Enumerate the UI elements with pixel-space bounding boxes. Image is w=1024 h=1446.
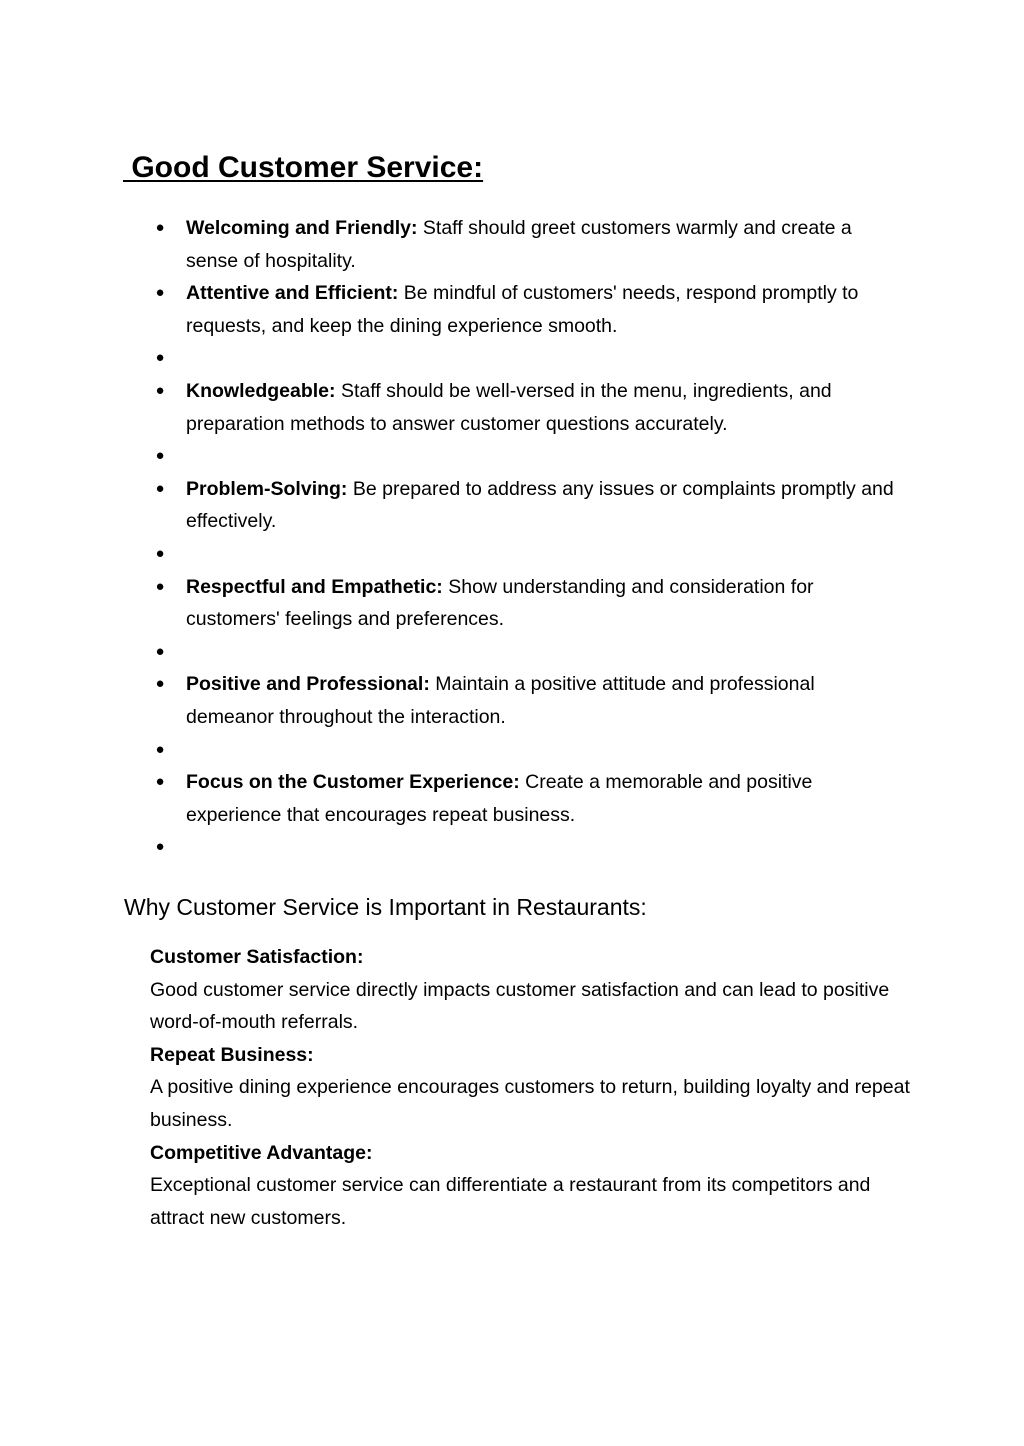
empty-bullet-item: [0, 342, 896, 375]
bullet-item: [0, 277, 896, 342]
empty-bullet-item: [0, 734, 896, 767]
bullet-term: Problem-Solving:: [186, 477, 348, 500]
bullet-term: Positive and Professional:: [186, 673, 430, 696]
bullet-icon: ●: [155, 838, 165, 856]
bullet-icon: ●: [155, 284, 165, 302]
empty-bullet-item: [0, 538, 896, 571]
importance-list: [150, 941, 910, 1234]
bullet-term: Respectful and Empathetic:: [186, 575, 443, 598]
bullet-icon: ●: [155, 675, 165, 693]
empty-bullet-item: [0, 831, 896, 864]
bullet-icon: ●: [155, 349, 165, 367]
bullet-text: Show understanding and consideration for customers' feelings and preferences.: [186, 575, 814, 631]
reason-text: Exceptional customer service can differentiate a restaurant from its competitors and attract new customers.: [150, 1174, 871, 1229]
reason-title: Repeat Business:: [150, 1043, 314, 1066]
bullet-icon: ●: [155, 577, 165, 595]
empty-bullet-item: [0, 636, 896, 669]
bullet-text: Create a memorable and positive experience that encourages repeat business.: [186, 771, 813, 826]
bullet-item: [0, 668, 896, 733]
bullet-item: [0, 212, 896, 277]
bullet-text: Staff should be well-versed in the menu, ingredients, and preparation methods to answer customer questions accurately.: [186, 379, 832, 435]
importance-heading: Why Customer Service is Important in Restaurants:: [124, 894, 647, 920]
bullet-term: Knowledgeable:: [186, 379, 336, 402]
bullet-icon: ●: [155, 740, 165, 758]
empty-bullet-item: [0, 440, 896, 473]
bullet-item: [0, 375, 896, 440]
bullet-text: Maintain a positive attitude and professional demeanor throughout the interaction.: [186, 673, 815, 728]
reason-text: A positive dining experience encourages customers to return, building loyalty and repeat business.: [150, 1076, 910, 1131]
customer-service-bullet-list: [0, 212, 1024, 864]
bullet-icon: ●: [155, 479, 165, 497]
bullet-term: Attentive and Efficient:: [186, 282, 399, 305]
bullet-item: [0, 473, 896, 538]
bullet-item: [0, 766, 896, 831]
bullet-term: Focus on the Customer Experience:: [186, 771, 520, 794]
bullet-icon: ●: [155, 773, 165, 791]
bullet-text: Be mindful of customers' needs, respond promptly to requests, and keep the dining experience smooth.: [186, 282, 859, 337]
bullet-text: Be prepared to address any issues or complaints promptly and effectively.: [186, 477, 894, 533]
document-title: Good Customer Service:: [123, 151, 484, 184]
bullet-icon: ●: [155, 642, 165, 660]
reason-title: Competitive Advantage:: [150, 1141, 373, 1164]
bullet-icon: ●: [155, 544, 165, 562]
bullet-icon: ●: [155, 447, 165, 465]
reason-title: Customer Satisfaction:: [150, 946, 364, 968]
bullet-term: Welcoming and Friendly:: [186, 217, 418, 239]
bullet-icon: ●: [155, 219, 165, 236]
bullet-icon: ●: [155, 381, 165, 399]
reason-text: Good customer service directly impacts customer satisfaction and can lead to positive word-of-mouth referrals.: [150, 978, 890, 1034]
bullet-text: Staff should greet customers warmly and create a sense of hospitality.: [186, 217, 852, 272]
bullet-item: [0, 571, 896, 636]
